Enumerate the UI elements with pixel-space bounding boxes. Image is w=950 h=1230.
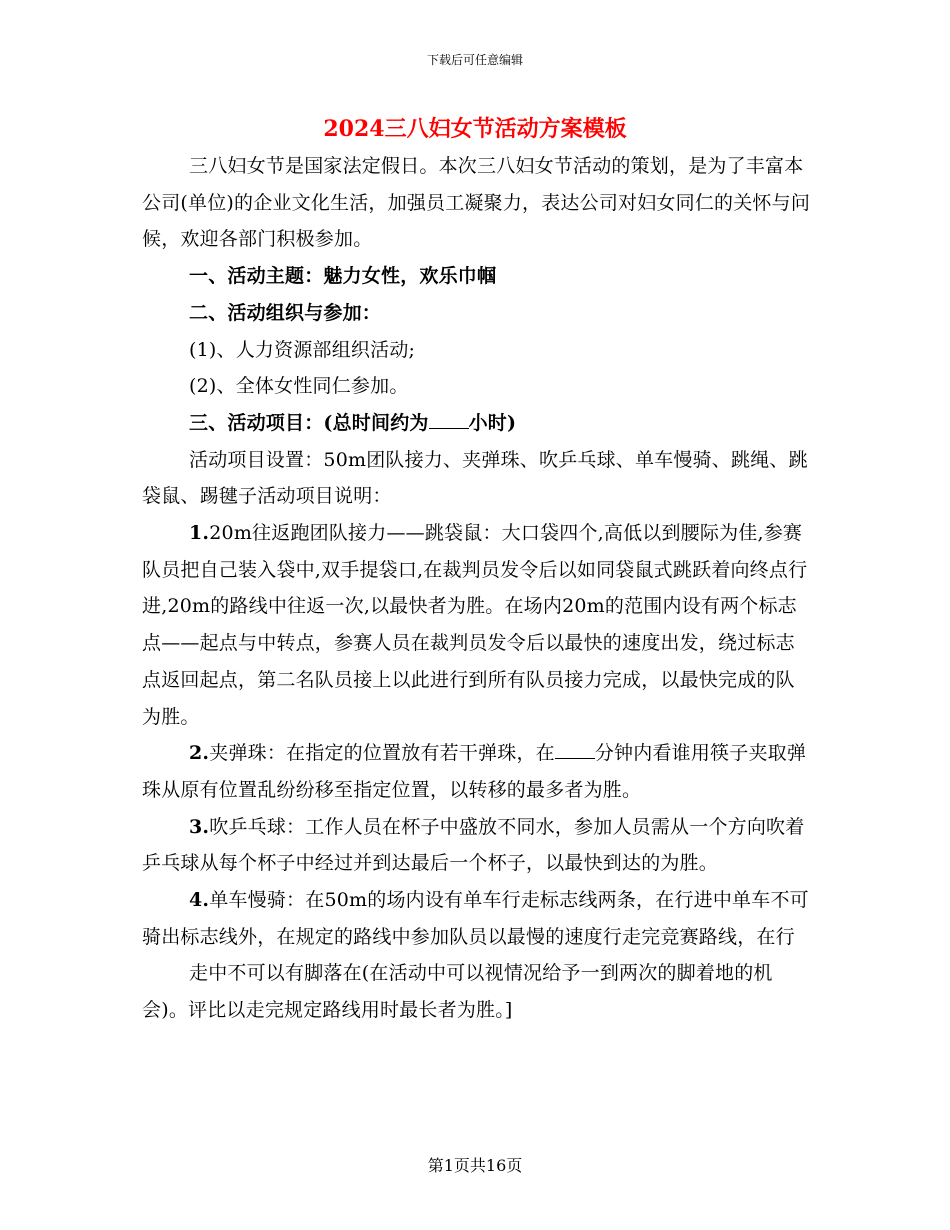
section-activities bbox=[142, 405, 812, 442]
activity-text-cont: 分钟内看谁用筷子夹取弹珠从原有位置乱纷纷移至指定位置，以转移的最多者为胜。 bbox=[142, 742, 807, 801]
section-activities-label: 三、活动项目：(总时间约为 bbox=[189, 411, 429, 434]
page-header: 下载后可任意编辑 bbox=[426, 53, 523, 67]
activity-item-4 bbox=[142, 882, 812, 955]
intro-paragraph: 三八妇女节是国家法定假日。本次三八妇女节活动的策划，是为了丰富本公司(单位)的企业文化生活，加强员工凝聚力，表达公司对妇女同仁的关怀与问候，欢迎各部门积极参加。 bbox=[142, 155, 811, 251]
activity-number: 4. bbox=[189, 889, 210, 912]
activity-text: 夹弹珠：在指定的位置放有若干弹珠，在 bbox=[209, 742, 555, 765]
blank-hours bbox=[429, 411, 469, 429]
section-activities-unit: 小时) bbox=[468, 411, 517, 434]
activity-text: 单车慢骑：在50m的场内设有单车行走标志线两条，在行进中单车不可骑出标志线外，在规定的路线中参加队员以最慢的速度行走完竞赛路线，在行 bbox=[142, 889, 809, 948]
page-footer: 第1页共16页 bbox=[427, 1156, 523, 1175]
activity-item-3 bbox=[142, 809, 812, 882]
activities-setup: 活动项目设置：50m团队接力、夹弹珠、吹乒乓球、单车慢骑、跳绳、跳袋鼠、踢毽子活动项目说明： bbox=[142, 448, 808, 508]
organization-item-1: (1)、人力资源部组织活动; bbox=[189, 338, 416, 361]
blank-minutes bbox=[555, 741, 595, 759]
section-theme: 一、活动主题：魅力女性，欢乐巾帼 bbox=[189, 265, 497, 288]
activity-item-1 bbox=[142, 515, 812, 735]
activity-number: 3. bbox=[189, 815, 210, 838]
section-organization: 二、活动组织与参加： bbox=[189, 301, 382, 324]
organization-item-2: (2)、全体女性同仁参加。 bbox=[189, 375, 409, 398]
document-title: 2024三八妇女节活动方案模板 bbox=[323, 116, 627, 142]
activity-text: 吹乒乓球：工作人员在杯子中盛放不同水，参加人员需从一个方向吹着乒乓球从每个杯子中经过并到达最后一个杯子，以最快到达的为胜。 bbox=[142, 815, 805, 875]
activity-number: 1. bbox=[189, 522, 210, 545]
activity-item-4-continued: 走中不可以有脚落在(在活动中可以视情况给予一到两次的脚着地的机会)。评比以走完规定路线用时最长者为胜。] bbox=[142, 962, 773, 1022]
activity-number: 2. bbox=[189, 742, 210, 765]
activity-text: 20m往返跑团队接力——跳袋鼠：大口袋四个,高低以到腰际为佳,参赛队员把自己装入袋中,双手提袋口,在裁判员发令后以如同袋鼠式跳跃着向终点行进,20m的路线中往返一次,以最快者为胜。在场内20m的范围内设有两个标志点——起点与中转点，参赛人员在裁判员发令后以最快的速度出发，绕过标志点返回起点，第二名队员接上以此进行到所有队员接力完成，以最快完成的队为胜。 bbox=[142, 522, 808, 728]
activity-item-2 bbox=[142, 735, 812, 808]
document-body bbox=[142, 148, 812, 1029]
